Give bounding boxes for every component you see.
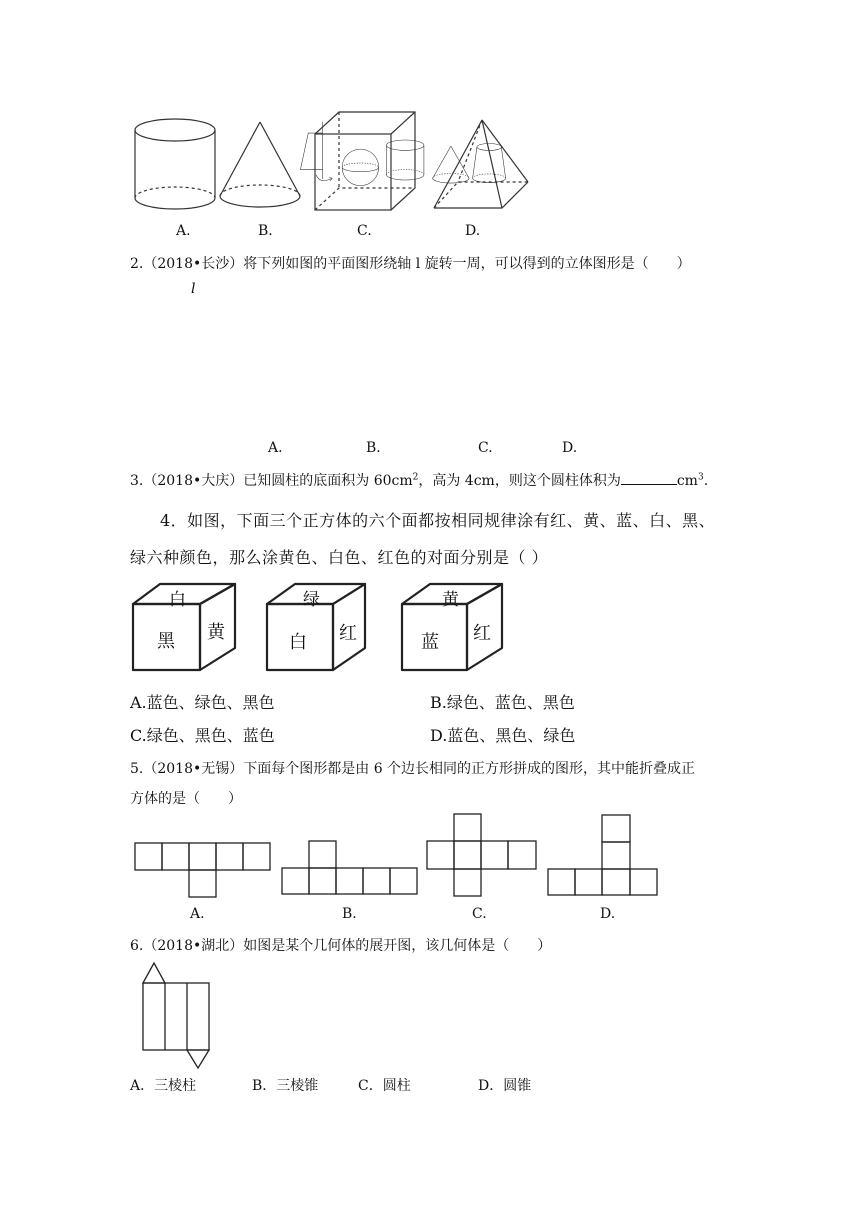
cube3-top: 黄 bbox=[442, 590, 459, 610]
q6-text: 6.（2018•湖北）如图是某个几何体的展开图，该几何体是（ ） bbox=[130, 938, 552, 954]
q2-label-d: D. bbox=[562, 440, 578, 456]
q4-option-b[interactable]: B.绿色、蓝色、黑色 bbox=[430, 693, 575, 712]
prism-net bbox=[143, 963, 209, 1068]
q1-label-a: A. bbox=[176, 223, 191, 239]
q2-label-c: C. bbox=[478, 440, 493, 456]
q6-option-c[interactable]: C．圆柱 bbox=[358, 1078, 411, 1094]
cube2-front: 白 bbox=[289, 632, 307, 653]
q5-label-b: B. bbox=[342, 906, 357, 922]
q1-label-b: B. bbox=[258, 223, 273, 239]
q5-line1: 5.（2018•无锡）下面每个图形都是由 6 个边长相同的正方形拼成的图形，其中能折叠成正 bbox=[130, 761, 696, 777]
q5-label-c: C. bbox=[472, 906, 487, 922]
q6-option-b[interactable]: B．三棱锥 bbox=[252, 1078, 319, 1094]
cube3-side: 红 bbox=[473, 623, 491, 644]
q1-label-c: C. bbox=[357, 223, 372, 239]
q4-line1: 4．如图，下面三个正方体的六个面都按相同规律涂有红、黄、蓝、白、黑、 bbox=[160, 511, 716, 530]
q5-label-a: A. bbox=[190, 906, 205, 922]
cube2-top: 绿 bbox=[303, 590, 320, 610]
cube1-front: 黑 bbox=[157, 631, 175, 652]
q4-option-a[interactable]: A.蓝色、绿色、黑色 bbox=[130, 693, 275, 712]
q2-text: 2.（2018•长沙）将下列如图的平面图形绕轴 l 旋转一周，可以得到的立体图形是（ ） bbox=[130, 256, 691, 272]
q4-line2: 绿六种颜色，那么涂黄色、白色、红色的对面分别是（ ） bbox=[130, 548, 549, 567]
cube3-front: 蓝 bbox=[421, 632, 439, 653]
axis-label: l bbox=[191, 281, 196, 297]
q6-option-a[interactable]: A．三棱柱 bbox=[130, 1078, 197, 1094]
cube2-side: 红 bbox=[339, 623, 357, 644]
q4-option-c[interactable]: C.绿色、黑色、蓝色 bbox=[130, 726, 275, 745]
q2-label-b: B. bbox=[366, 440, 381, 456]
q4-option-d[interactable]: D.蓝色、黑色、绿色 bbox=[430, 726, 576, 745]
q5-line2: 方体的是（ ） bbox=[130, 791, 242, 807]
q6-option-d[interactable]: D．圆锥 bbox=[478, 1078, 532, 1094]
q5-label-d: D. bbox=[600, 906, 616, 922]
q3-text: 3.（2018•大庆）已知圆柱的底面积为 $60cm^2$，高为 4cm，则这个圆柱体积为 $cm^3$. bbox=[130, 472, 709, 489]
cube1-top: 白 bbox=[169, 590, 186, 610]
cube1-side: 黄 bbox=[207, 622, 225, 643]
q1-label-d: D. bbox=[465, 223, 481, 239]
q2-label-a: A. bbox=[268, 440, 283, 456]
